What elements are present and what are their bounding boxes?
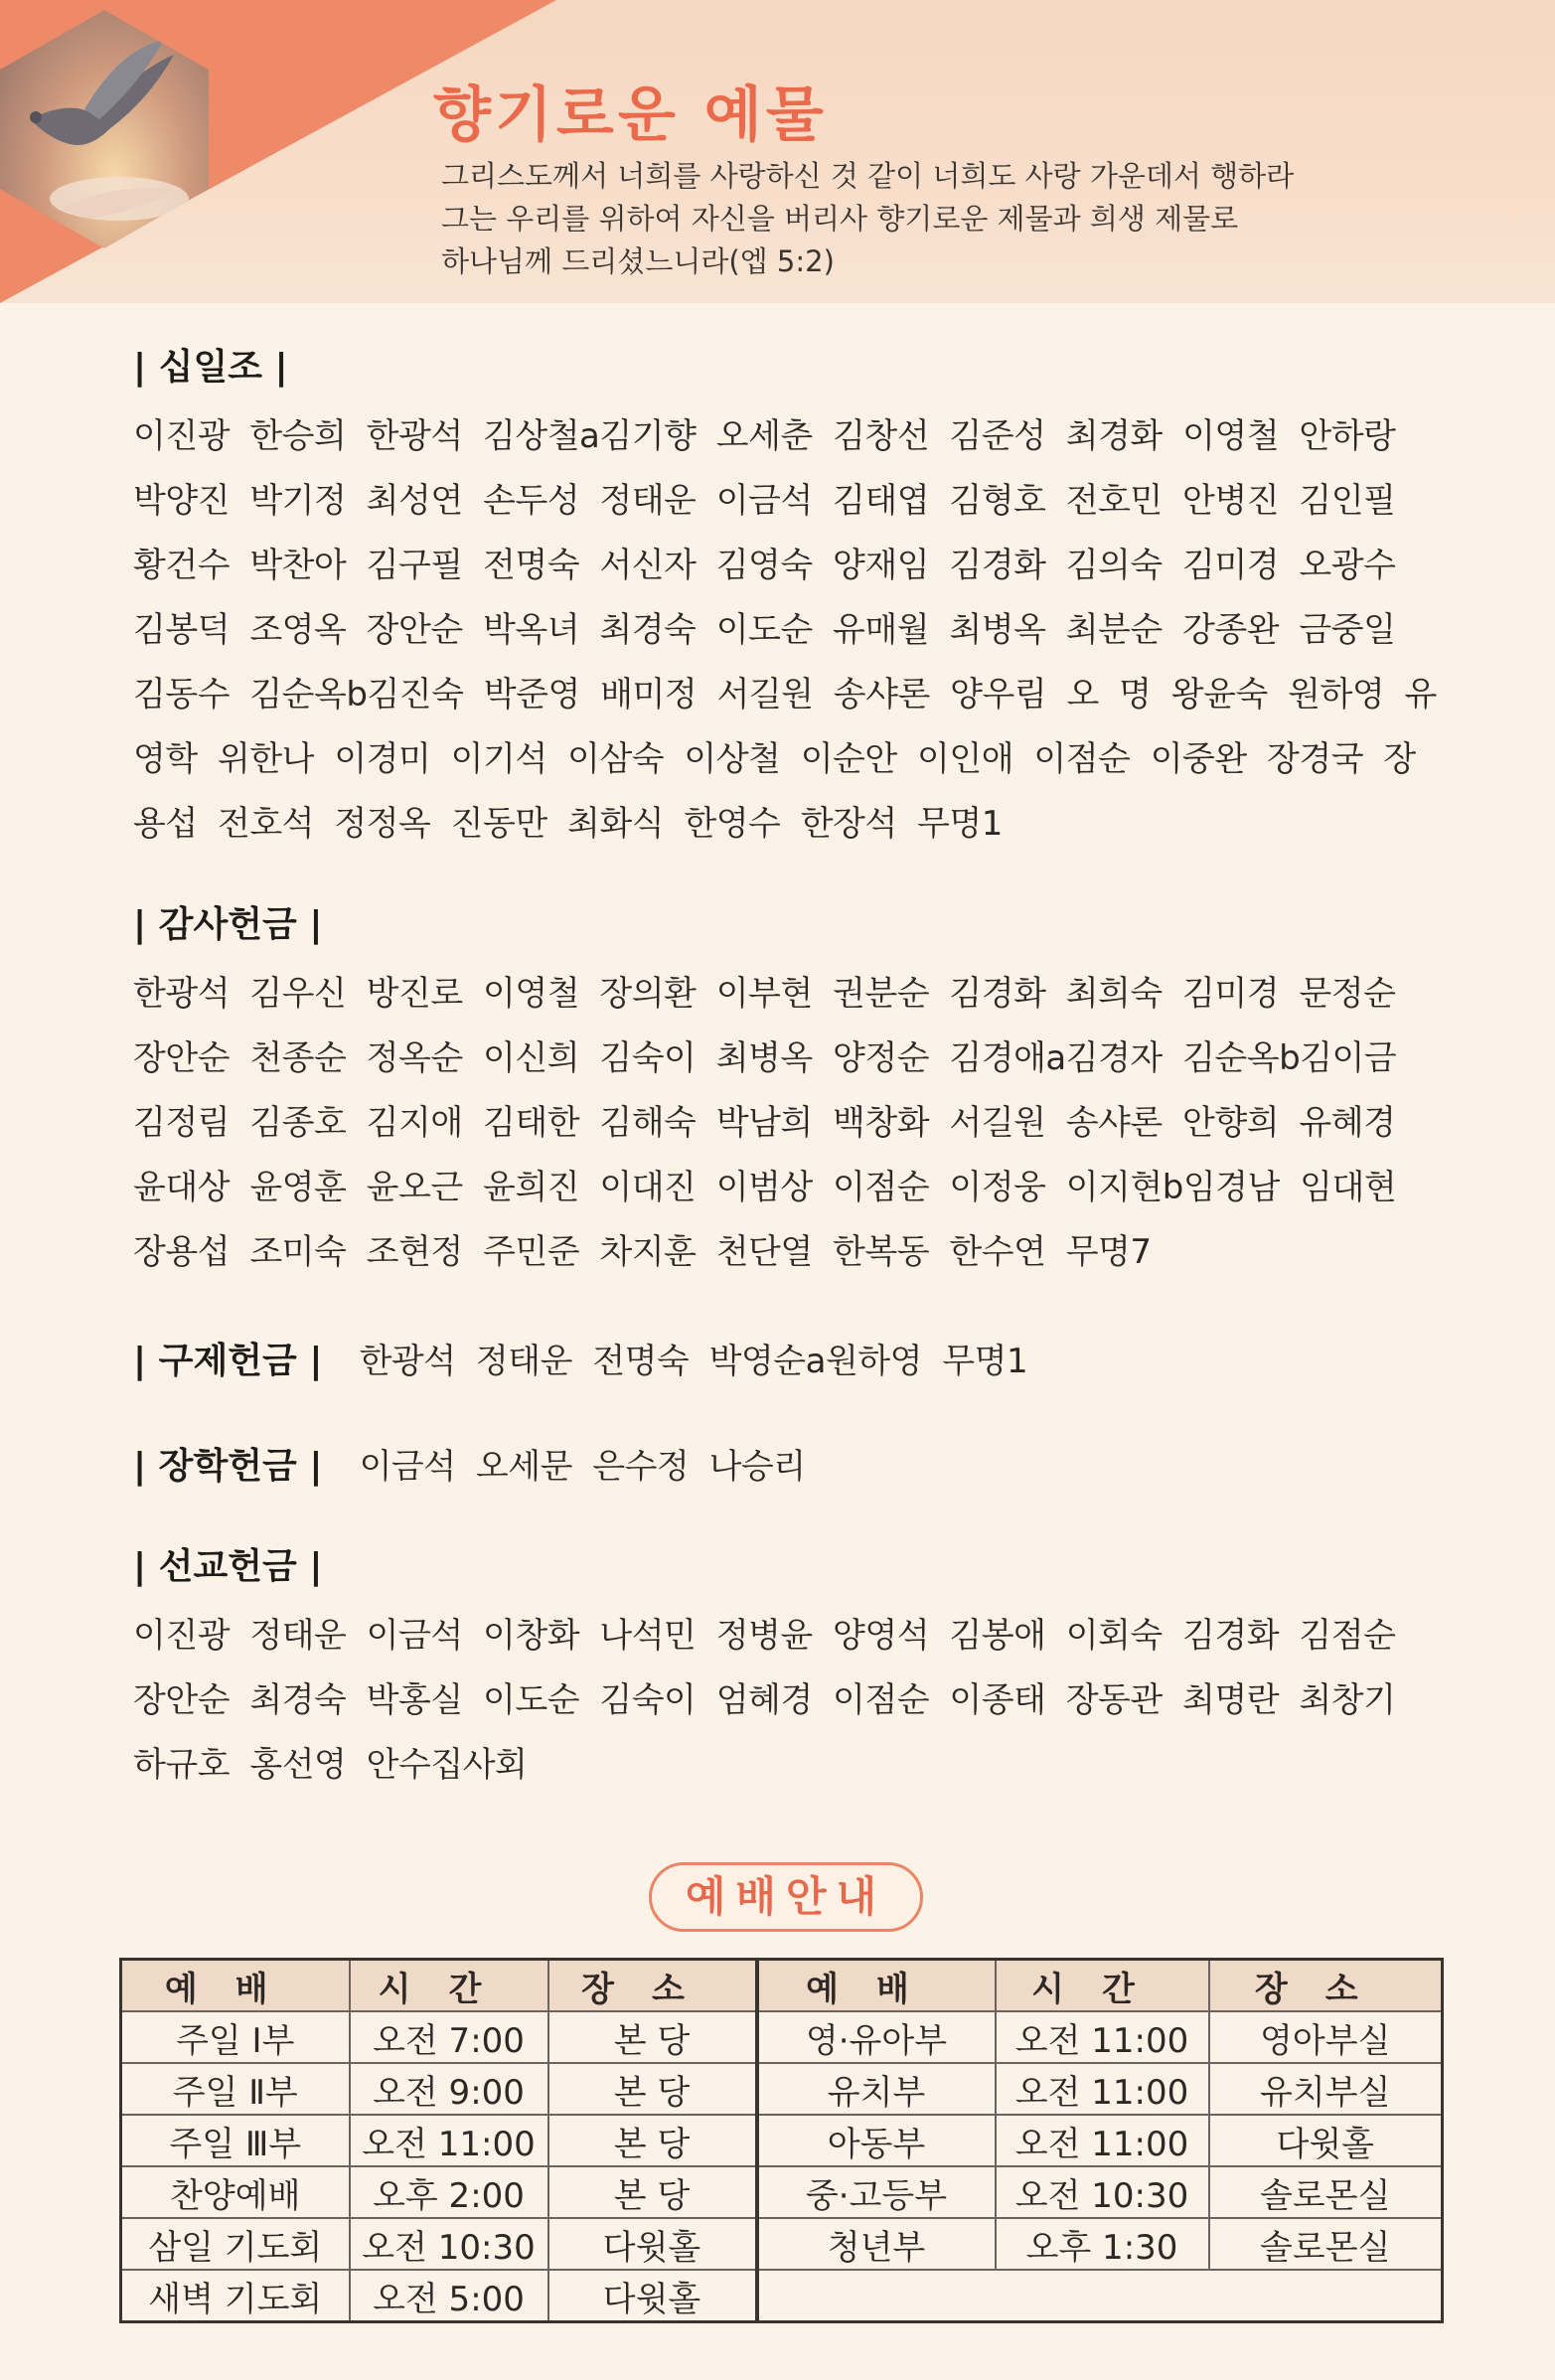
service-time: 오전 9:00 [350,2063,548,2115]
service-time: 오전 11:00 [350,2115,548,2166]
verse-line: 하나님께 드리셨느니라(엡 5:2) [441,244,835,278]
service-name: 새벽 기도회 [121,2270,350,2322]
header-banner [0,0,1555,303]
verse-line: 그리스도께서 너희를 사랑하신 것 같이 너희도 사랑 가운데서 행하라 [441,159,1295,193]
service-time: 오전 10:30 [996,2166,1209,2218]
tithe-title: | 십일조 | [133,347,288,388]
verse-line: 그는 우리를 위하여 자신을 버리사 향기로운 제물과 희생 제물로 [441,202,1239,236]
page-title: 향기로운 예물 [433,80,828,150]
table-row [121,2011,1443,2063]
mission-title: | 선교헌금 | [133,1546,323,1587]
mission-section [133,1542,1445,1798]
service-time: 오전 11:00 [996,2011,1209,2063]
header-service: 예배 [757,1960,996,2012]
service-name: 중·고등부 [757,2166,996,2218]
tithe-section [133,343,1445,857]
thanks-section [133,900,1445,1285]
service-name: 유치부 [757,2063,996,2115]
service-place: 본 당 [548,2063,757,2115]
service-time: 오후 2:00 [350,2166,548,2218]
service-place: 다윗홀 [1209,2115,1443,2166]
service-place: 본 당 [548,2011,757,2063]
service-name: 청년부 [757,2218,996,2270]
service-place: 본 당 [548,2115,757,2166]
thanks-names: 한광석 김우신 방진로 이영철 장의환 이부현 권분순 김경화 최희숙 김미경 문정순 장안순 천종순 정옥순 이신희 김숙이 최병옥 양정순 김경애a김경자 김순옥b김이금 김정림 김종호 김지애 김태한 김해숙 박남희 백창화 서길원 송샤론 안향희 유혜경 윤대상 윤영훈 윤오근 윤희진 이대진 이범상 이점순 이정웅 이지현b임경남 임대현 장용섭 조미숙 조현정 주민준 차지훈 천단열 한복동 한수연 무명7 [133,974,1397,1272]
service-place: 본 당 [548,2166,757,2218]
service-name: 주일 Ⅱ부 [121,2063,350,2115]
service-name: 삼일 기도회 [121,2218,350,2270]
service-place: 솔로몬실 [1209,2218,1443,2270]
service-place: 영아부실 [1209,2011,1443,2063]
service-name: 주일 Ⅲ부 [121,2115,350,2166]
scholarship-title: | 장학헌금 | [133,1446,323,1487]
service-time: 오후 1:30 [996,2218,1209,2270]
table-row [121,2218,1443,2270]
empty-cell [757,2270,1443,2322]
scripture-verse [441,155,1514,283]
header-place: 장소 [548,1960,757,2012]
table-row [121,2166,1443,2218]
header-service: 예배 [121,1960,350,2012]
service-time: 오전 10:30 [350,2218,548,2270]
header-place: 장소 [1209,1960,1443,2012]
table-row [121,2115,1443,2166]
scholarship-section [133,1439,806,1492]
service-name: 아동부 [757,2115,996,2166]
service-info-title: 예배안내 [649,1862,923,1932]
relief-title: | 구제헌금 | [133,1341,323,1381]
service-name: 찬양예배 [121,2166,350,2218]
service-place: 유치부실 [1209,2063,1443,2115]
relief-names: 한광석 정태운 전명숙 박영순a원하영 무명1 [359,1342,1028,1381]
service-place: 다윗홀 [548,2270,757,2322]
service-place: 솔로몬실 [1209,2166,1443,2218]
table-row [121,2063,1443,2115]
relief-section [133,1334,1027,1386]
service-name: 주일 Ⅰ부 [121,2011,350,2063]
table-row [121,2270,1443,2322]
service-time: 오전 7:00 [350,2011,548,2063]
service-time: 오전 11:00 [996,2063,1209,2115]
service-place: 다윗홀 [548,2218,757,2270]
service-name: 영·유아부 [757,2011,996,2063]
header-time: 시간 [996,1960,1209,2012]
thanks-title: | 감사헌금 | [133,904,323,945]
service-time: 오전 11:00 [996,2115,1209,2166]
table-header-row [121,1960,1443,2012]
scholarship-names: 이금석 오세문 은수정 나승리 [359,1447,806,1487]
tithe-names: 이진광 한승희 한광석 김상철a김기향 오세춘 김창선 김준성 최경화 이영철 안하랑 박양진 박기정 최성연 손두성 정태운 이금석 김태엽 김형호 전호민 안병진 김인필 황건수 박찬아 김구필 전명숙 서신자 김영숙 양재임 김경화 김의숙 김미경 오광수 김봉덕 조영옥 장안순 박옥녀 최경숙 이도순 유매월 최병옥 최분순 강종완 금중일 김동수 김순옥b김진숙 박준영 배미정 서길원 송샤론 양우림 오 명 왕윤숙 원하영 유영학 위한나 이경미 이기석 이삼숙 이상철 이순안 이인애 이점순 이중완 장경국 장용섭 전호석 정정옥 진동만 최화식 한영수 한장석 무명1 [133,416,1437,844]
mission-names: 이진광 정태운 이금석 이창화 나석민 정병윤 양영석 김봉애 이회숙 김경화 김점순 장안순 최경숙 박홍실 이도순 김숙이 엄혜경 이점순 이종태 장동관 최명란 최창기 하규호 홍선영 안수집사회 [133,1616,1396,1785]
service-schedule-table [119,1958,1444,2323]
header-time: 시간 [350,1960,548,2012]
service-time: 오전 5:00 [350,2270,548,2322]
